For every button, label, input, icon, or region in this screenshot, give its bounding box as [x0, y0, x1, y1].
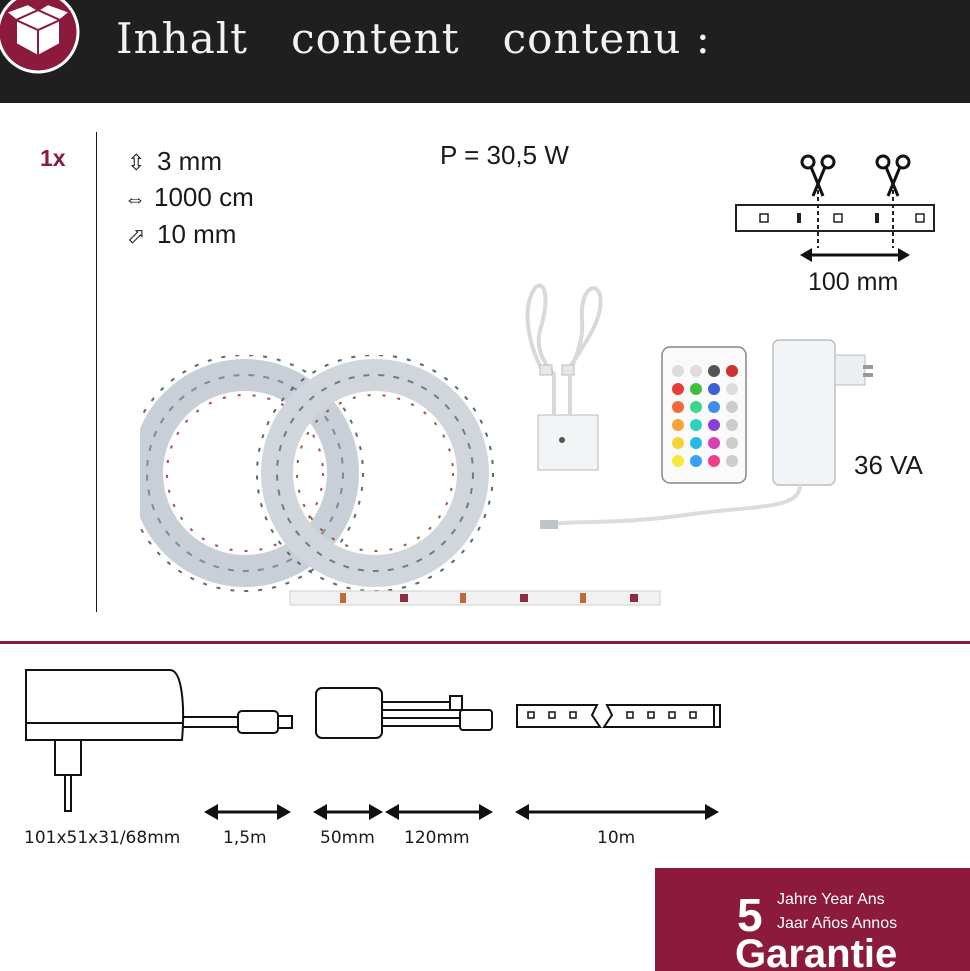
page-title: Inhalt content contenu :: [116, 14, 711, 63]
guarantee-years: 5: [737, 889, 763, 941]
spec-height-value: 3 mm: [157, 146, 222, 176]
cut-interval-arrow: [800, 245, 910, 265]
length-arrow-icon: ⇔: [124, 186, 146, 211]
guarantee-badge: [655, 868, 970, 971]
quantity-label: 1x: [40, 145, 66, 171]
box-icon: [0, 0, 86, 84]
header-bar: [0, 0, 970, 103]
dimension-controller: 50mm: [320, 828, 375, 848]
spec-height: [127, 146, 222, 177]
power-adapter-image: [535, 335, 875, 535]
divider-vertical: [96, 132, 97, 612]
controller-drawing: [310, 680, 500, 750]
dimension-cable: 1,5m: [223, 828, 267, 848]
section-divider: [0, 641, 970, 644]
power-rating: P = 30,5 W: [440, 140, 569, 170]
transformer-rating: 36 VA: [854, 450, 923, 480]
adapter-drawing: [20, 665, 300, 815]
height-arrow-icon: ⇳: [127, 150, 146, 175]
dimension-strip: 10m: [597, 828, 636, 848]
dimension-connector: 120mm: [404, 828, 470, 848]
spec-length-value: 1000 cm: [154, 182, 254, 212]
led-strip-drawing: [512, 700, 727, 734]
dimension-adapter: 101x51x31/68mm: [24, 828, 181, 848]
spec-length: [124, 182, 254, 213]
spec-width: [127, 219, 236, 250]
guarantee-title: Garantie: [735, 932, 898, 971]
dimension-arrows: [0, 800, 730, 824]
spec-width-value: 10 mm: [157, 219, 237, 249]
guarantee-line1: Jahre Year Ans: [777, 891, 885, 908]
width-arrow-icon: ⬀: [127, 223, 146, 248]
cut-diagram: [730, 150, 940, 255]
cut-interval-label: 100 mm: [808, 268, 899, 296]
guarantee-line2: Jaar Años Annos: [777, 915, 898, 932]
